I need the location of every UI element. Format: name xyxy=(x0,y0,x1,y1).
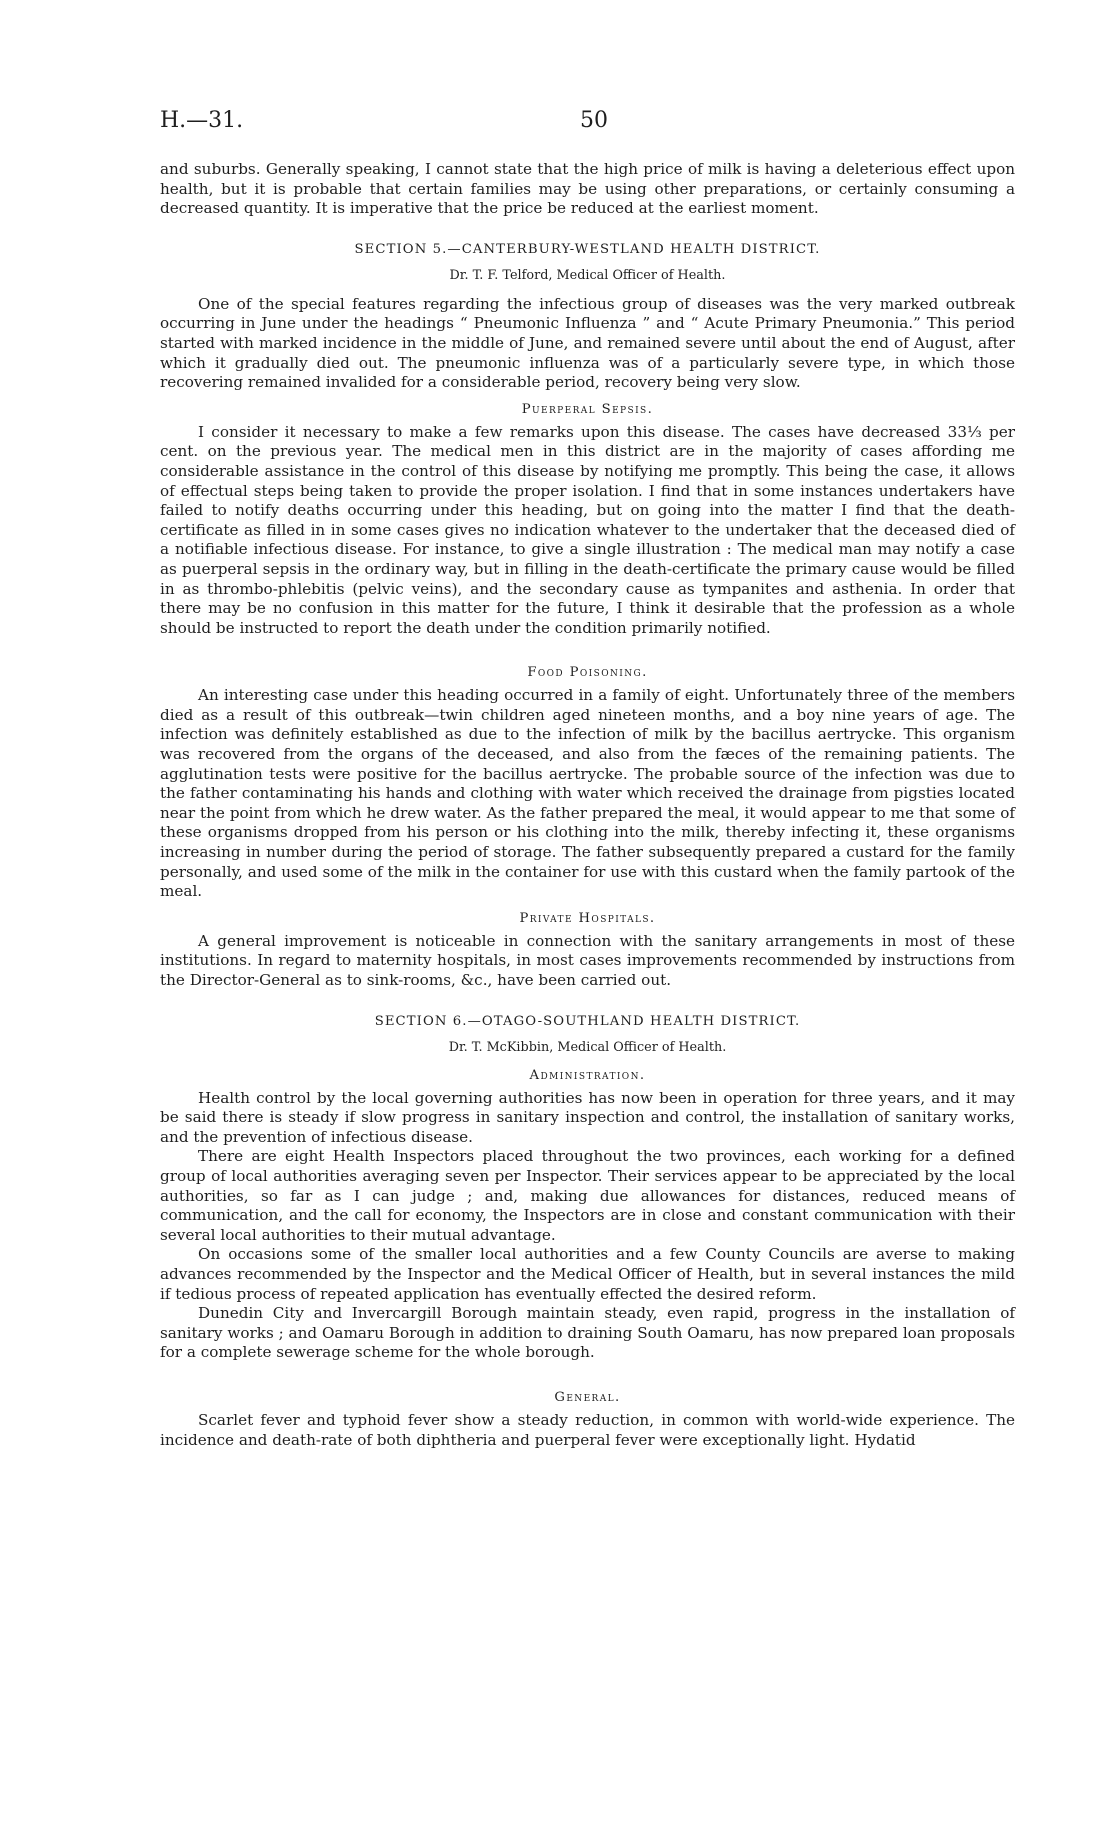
subheading-food-poisoning: Food Poisoning. xyxy=(527,665,648,681)
paragraph-county-councils: On occasions some of the smaller local authorities and a few County Councils are averse to making advances recommended by the Inspector and the Medical Officer of Health, but in several instances the mild if tedious process of repeated application has eventually effected the desired reform. xyxy=(160,1245,1015,1303)
paragraph-general: Scarlet fever and typhoid fever show a steady reduction, in common with world-wide experience. The incidence and death-rate of both diphtheria and puerperal fever were exceptionally light. Hydatid xyxy=(160,1410,1015,1449)
paragraph-pneumonic-influenza: One of the special features regarding the infectious group of diseases was the very marked outbreak occurring in June under the headings “ Pneumonic Influenza ” and “ Acute Primary Pneumonia.” This period started with marked incidence in the middle of June, and remained severe until about the end of August, after which it gradually died out. The pneumonic influenza was of a particularly severe type, in which those recovering remained invalided for a considerable period, recovery being very slow. xyxy=(160,294,1015,392)
officer-line-canterbury: Dr. T. F. Telford, Medical Officer of Health. xyxy=(449,267,726,283)
paragraph-puerperal-sepsis: I consider it necessary to make a few remarks upon this disease. The cases have decreased 33⅓ per cent. on the previous year. The medical men in this district are in the majority of cases affording me considerable assistance in the control of this disease by notifying me promptly. This being the case, it allows of effectual steps being taken to provide the proper isolation. I find that in some instances undertakers have failed to notify deaths occurring under this heading, but on going into the matter I find that the death-certificate as filled in in some cases gives no indication whatever to the undertaker that the deceased died of a notifiable infectious disease. For instance, to give a single illustration : The medical man may notify a case as puerperal sepsis in the ordinary way, but in filling in the death-certificate the primary cause would be filled in as thrombo-phlebitis (pelvic veins), and the secondary cause as tympanites and asthenia. In order that there may be no confusion in this matter for the future, I think it desirable that the profession as a whole should be instructed to report the death under the condition primarily notified. xyxy=(160,422,1015,637)
subheading-general: General. xyxy=(554,1389,621,1405)
section-heading-canterbury: SECTION 5.—CANTERBURY-WESTLAND HEALTH DISTRICT. xyxy=(354,241,821,257)
paragraph-health-control: Health control by the local governing authorities has now been in operation for three years, and it may be said there is steady if slow progress in sanitary inspection and control, the installation of sanitary works, and the prevention of infectious disease. xyxy=(160,1088,1015,1146)
document-body xyxy=(160,160,1015,1450)
paragraph-private-hospitals: A general improvement is noticeable in connection with the sanitary arrangements in most of these institutions. In regard to maternity hospitals, in most cases improvements recommended by instructions from the Director-General as to sink-rooms, &c., have been carried out. xyxy=(160,931,1015,989)
paragraph-food-poisoning: An interesting case under this heading occurred in a family of eight. Unfortunately three of the members died as a result of this outbreak—twin children aged nineteen months, and a boy nine years of age. The infection was definitely established as due to the infection of milk by the bacillus aertrycke. This organism was recovered from the organs of the deceased, and also from the fæces of the remaining patients. The agglutination tests were positive for the bacillus aertrycke. The probable source of the infection was due to the father contaminating his hands and clothing with water which received the drainage from pigsties located near the point from which he drew water. As the father prepared the meal, it would appear to me that some of these organisms dropped from his person or his clothing into the milk, thereby infecting it, these organisms increasing in number during the period of storage. The father subsequently prepared a custard for the family personally, and used some of the milk in the container for use with this custard when the family partook of the meal. xyxy=(160,686,1015,901)
section-heading-otago: SECTION 6.—OTAGO-SOUTHLAND HEALTH DISTRICT. xyxy=(374,1013,801,1029)
page-number: 50 xyxy=(580,108,608,133)
officer-line-otago: Dr. T. McKibbin, Medical Officer of Health. xyxy=(448,1039,727,1055)
subheading-administration: Administration. xyxy=(529,1067,646,1083)
paragraph-dunedin-invercargill: Dunedin City and Invercargill Borough maintain steady, even rapid, progress in the installation of sanitary works ; and Oamaru Borough in addition to draining South Oamaru, has now prepared loan proposals for a complete sewerage scheme for the whole borough. xyxy=(160,1304,1015,1362)
paragraph-milk-price: and suburbs. Generally speaking, I cannot state that the high price of milk is having a deleterious effect upon health, but it is probable that certain families may be using other preparations, or certainly consuming a decreased quantity. It is imperative that the price be reduced at the earliest moment. xyxy=(160,160,1015,218)
subheading-private-hospitals: Private Hospitals. xyxy=(519,910,656,926)
paragraph-health-inspectors: There are eight Health Inspectors placed throughout the two provinces, each working for a defined group of local authorities averaging seven per Inspector. Their services appear to be appreciated by the local authorities, so far as I can judge ; and, making due allowances for distances, reduced means of communication, and the call for economy, the Inspectors are in close and constant communication with their several local authorities to their mutual advantage. xyxy=(160,1147,1015,1244)
page-header xyxy=(160,108,1014,138)
subheading-puerperal-sepsis: Puerperal Sepsis. xyxy=(521,401,654,417)
document-reference: H.—31. xyxy=(160,108,244,133)
